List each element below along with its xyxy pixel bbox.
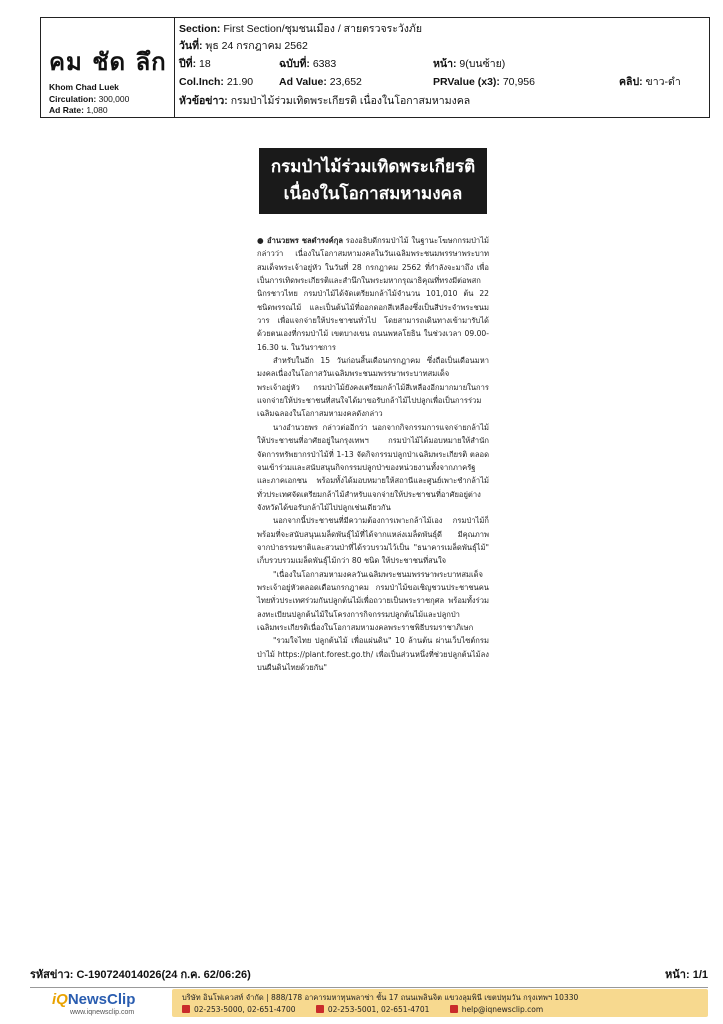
paragraph: นอกจากนี้ประชาชนที่มีความต้องการเพาะกล้าไม้เอง กรมป่าไม้ก็พร้อมที่จะสนับสนุนเมล็ดพันธุ์ไม้ที่ได้จากแหล่งเมล็ดพันธุ์ดี มีคุณภาพจากป่าธรรมชาติและสวนป่าที่ได้รวบรวมไว้เป็น "ธนาคารเมล็ดพันธุ์ไม้" เก็บรวบรวมเมล็ดพันธุ์ไม้กว่า 80 ชนิด ให้ประชาชนที่สนใจ: [257, 516, 489, 566]
email-icon: [450, 1005, 458, 1013]
meta-headline: หัวข้อข่าว: กรมป่าไม้ร่วมเทิดพระเกียรติ เนื่องในโอกาสมหามงคล: [179, 95, 471, 107]
article-body: [257, 234, 489, 674]
meta-date: วันที่: พุธ 24 กรกฎาคม 2562: [179, 40, 308, 52]
paragraph: นางอำนวยพร กล่าวต่ออีกว่า นอกจากกิจกรรมการแจกจ่ายกล้าไม้ให้ประชาชนที่อาศัยอยู่ในกรุงเทพฯ กรมป่าไม้ได้มอบหมายให้สำนักจัดการทรัพยากรป่าไม้ที่ 1-13 จัดกิจกรรมปลูกป่าเฉลิมพระเกียรติ ตลอดจนเข้าร่วมและสนับสนุนกิจกรรมปลูกป่าของหน่วยงานทั้งจากภาครัฐและภาคเอกชน พร้อมทั้งได้มอบหมายให้สถานีและศูนย์เพาะชำกล้าไม้ทั่วประเทศจัดเตรียมกล้าไม้สำหรับแจกจ่ายให้ประชาชนที่อาศัยอยู่ต่างจังหวัดได้ขอรับกล้าไม้ไปปลูกเช่นเดียวกัน: [257, 422, 489, 512]
paragraph: "รวมใจไทย ปลูกต้นไม้ เพื่อแผ่นดิน" 10 ล้านต้น ผ่านเว็บไซต์กรมป่าไม้ https://plant.forest.go.th/ เพื่อเป็นส่วนหนึ่งที่ช่วยปลูกต้นไม้ลงบนผืนดินไทยด้วยกัน": [257, 636, 489, 672]
headline-line-2: เนื่องในโอกาสมหามงคล: [283, 184, 463, 204]
meta-prvalue: PRValue (x3): 70,956: [433, 76, 535, 88]
contact-fax: 02-253-5001, 02-651-4701: [316, 1005, 429, 1014]
contact-band: [172, 989, 708, 1017]
meta-row-values: [179, 74, 703, 90]
paragraph: สำหรับในอีก 15 วันก่อนสิ้นเดือนกรกฎาคม ซึ่งถือเป็นเดือนมหามงคลเนื่องในโอกาสวันเฉลิมพระชนมพรรษาพระบาทสมเด็จพระเจ้าอยู่หัว กรมป่าไม้ยังคงเตรียมกล้าไม้สีเหลืองอีกมากมายในการแจกจ่ายให้ประชาชนที่สนใจได้มาขอรับกล้าไม้ไปปลูกเพื่อเป็นการร่วมเฉลิมฉลองในโอกาสมหามงคลดังกล่าว: [257, 356, 489, 419]
meta-colinch: Col.Inch: 21.90: [179, 76, 254, 88]
circulation: Circulation: 300,000: [49, 93, 130, 104]
meta-section: Section: First Section/ชุมชนเมือง / สายตรวจระวังภัย: [179, 23, 422, 35]
meta-year: ปีที่: 18: [179, 58, 211, 70]
paragraph: ● อำนวยพร ชลดำรงค์กุล รองอธิบดีกรมป่าไม้ ในฐานะโฆษกกรมป่าไม้ กล่าวว่า เนื่องในโอกาสมหามงคลในวันเฉลิมพระชนมพรรษาพระบาทสมเด็จพระเจ้าอยู่หัว ในวันที่ 28 กรกฎาคม 2562 ที่กำลังจะมาถึง เพื่อเป็นการเทิดพระเกียรติและสำนึกในพระมหากรุณาธิคุณที่ทรงมีต่อพสกนิกรชาวไทย กรมป่าไม้ได้จัดเตรียมกล้าไม้จำนวน 101,010 ต้น 22 ชนิดพรรณไม้ และเป็นต้นไม้ที่ออกดอกสีเหลืองซึ่งเป็นสีประจำพระชนมวาร เพื่อแจกจ่ายให้ประชาชนทั่วไป โดยสามารถเดินทางเข้ามารับได้ด้วยตนเองที่กรมป่าไม้ เขตบางเขน ถนนพหลโยธิน ในช่วงเวลา 09.00-16.30 น. ในวันราชการ: [257, 236, 489, 352]
logo-url: www.iqnewsclip.com: [70, 1009, 135, 1016]
meta-page: หน้า: 9(บนซ้าย): [433, 58, 506, 70]
article-headline: [259, 148, 487, 214]
contact-details: [182, 1005, 561, 1014]
footer-divider: [30, 987, 708, 988]
contact-phone: 02-253-5000, 02-651-4700: [182, 1005, 295, 1014]
ad-rate: Ad Rate: 1,080: [49, 105, 108, 115]
byline: ● อำนวยพร ชลดำรงค์กุล: [257, 236, 343, 245]
publication-logo: คม ชัด ลึก: [49, 48, 167, 76]
publication-brand: [41, 18, 175, 117]
clip-header: [40, 17, 710, 118]
publication-meta: [49, 82, 129, 117]
phone-icon: [182, 1005, 190, 1013]
meta-issue: ฉบับที่: 6383: [279, 58, 337, 70]
contact-email: help@iqnewsclip.com: [450, 1005, 543, 1014]
fax-icon: [316, 1005, 324, 1013]
meta-advalue: Ad Value: 23,652: [279, 76, 362, 88]
paragraph: "เนื่องในโอกาสมหามงคลวันเฉลิมพระชนมพรรษาพระบาทสมเด็จพระเจ้าอยู่หัวตลอดเดือนกรกฎาคม กรมป่าไม้ขอเชิญชวนประชาชนคนไทยทั่วประเทศร่วมกันปลูกต้นไม้เพื่อถวายเป็นพระราชกุศล พร้อมทั้งร่วมลงทะเบียนปลูกต้นไม้ในโครงการกิจกรรมปลูกต้นไม้และปลูกป่าเฉลิมพระเกียรติเนื่องในโอกาสมหามงคลพระราชพิธีบรมราชาภิเษก: [257, 569, 489, 632]
news-ref: รหัสข่าว: C-190724014026(24 ก.ค. 62/06:26): [30, 969, 251, 981]
iqnewsclip-logo: iQNewsClip www.iqnewsclip.com: [52, 991, 136, 1016]
publication-name-en: Khom Chad Luek: [49, 82, 119, 92]
meta-clip: คลิป: ขาว-ดำ: [619, 76, 681, 88]
clip-metadata: [179, 20, 703, 115]
page-number: หน้า: 1/1: [665, 969, 708, 981]
headline-line-1: กรมป่าไม้ร่วมเทิดพระเกียรติ: [270, 157, 476, 177]
meta-row-issue: [179, 56, 703, 72]
company-address: บริษัท อินโฟเควสท์ จำกัด | 888/178 อาคารมหาทุนพลาซ่า ชั้น 17 ถนนเพลินจิต แขวงลุมพินี เขตปทุมวัน กรุงเทพฯ 10330: [182, 993, 579, 1002]
